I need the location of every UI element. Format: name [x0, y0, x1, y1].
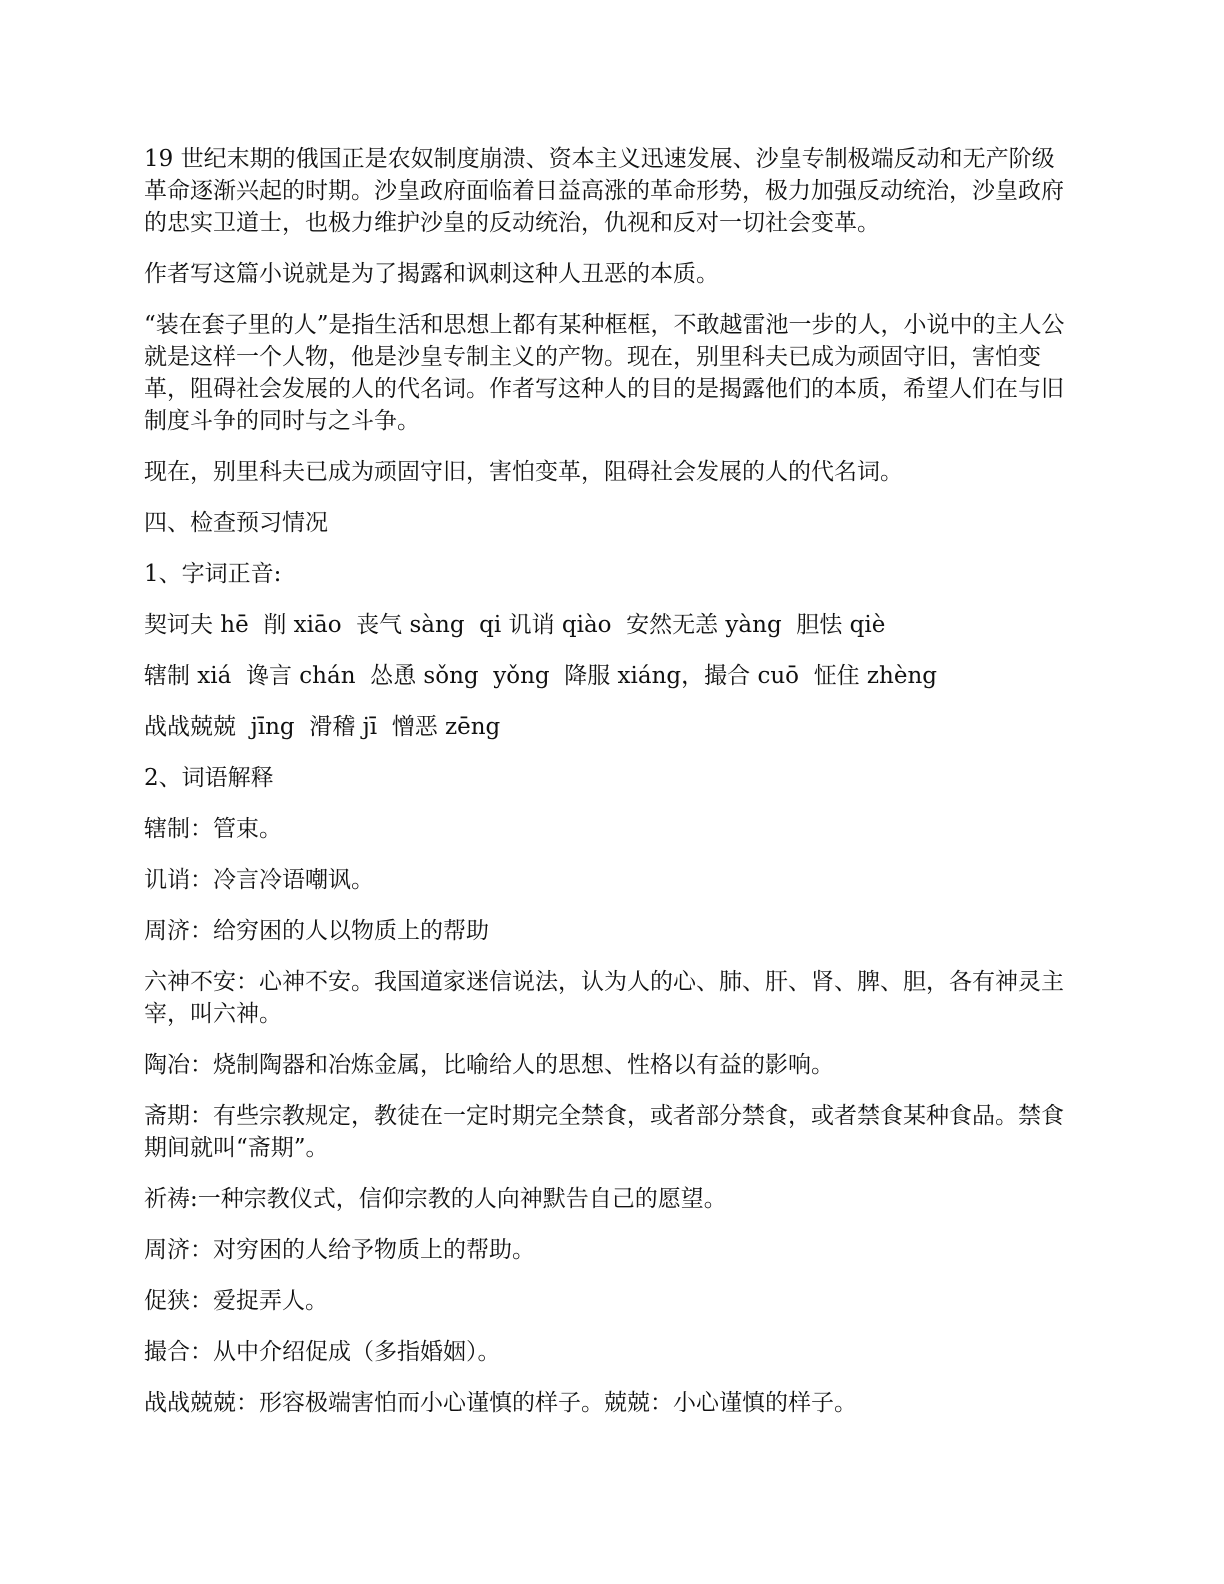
- vocab-entry: 撮合：从中介绍促成（多指婚姻）。: [144, 1339, 501, 1365]
- subheading-pronunciation: 1、字词正音:: [144, 561, 282, 587]
- vocab-entry: 战战兢兢：形容极端害怕而小心谨慎的样子。兢兢：小心谨慎的样子。: [144, 1390, 857, 1416]
- section-heading-preview-check: 四、检查预习情况: [144, 510, 328, 536]
- pronunciation-line-3: 战战兢兢 jīng 滑稽 jī 憎恶 zēng: [144, 714, 501, 740]
- vocab-entry: 陶冶：烧制陶器和冶炼金属，比喻给人的思想、性格以有益的影响。: [144, 1052, 834, 1078]
- subheading-vocabulary: 2、词语解释: [144, 765, 274, 791]
- vocab-entry: 辖制：管束。: [144, 816, 282, 842]
- vocab-entry: 周济：给穷困的人以物质上的帮助: [144, 918, 489, 944]
- paragraph-belikov-meaning: 现在，别里科夫已成为顽固守旧，害怕变革，阻碍社会发展的人的代名词。: [144, 459, 903, 485]
- document-body: [144, 143, 1074, 1438]
- pronunciation-line-1: 契诃夫 hē 削 xiāo 丧气 sàng qi 讥诮 qiào 安然无恙 yàng 胆怯 qiè: [144, 612, 886, 638]
- vocab-entry: 讥诮：冷言冷语嘲讽。: [144, 867, 374, 893]
- vocab-entry: 周济：对穷困的人给予物质上的帮助。: [144, 1237, 535, 1263]
- pronunciation-line-2: 辖制 xiá 谗言 chán 怂恿 sǒng yǒng 降服 xiáng，撮合 cuō 怔住 zhèng: [144, 663, 937, 689]
- vocab-entry: 祈祷:一种宗教仪式，信仰宗教的人向神默告自己的愿望。: [144, 1186, 727, 1212]
- vocab-entry: 斋期：有些宗教规定，教徒在一定时期完全禁食，或者部分禁食，或者禁食某种食品。禁食期间就叫“斋期”。: [144, 1103, 1064, 1161]
- paragraph-historical-background: 19 世纪末期的俄国正是农奴制度崩溃、资本主义迅速发展、沙皇专制极端反动和无产阶级革命逐渐兴起的时期。沙皇政府面临着日益高涨的革命形势，极力加强反动统治，沙皇政府的忠实卫道士，也极力维护沙皇的反动统治，仇视和反对一切社会变革。: [144, 146, 1064, 236]
- paragraph-title-meaning: “装在套子里的人”是指生活和思想上都有某种框框，不敢越雷池一步的人，小说中的主人公就是这样一个人物，他是沙皇专制主义的产物。现在，别里科夫已成为顽固守旧，害怕变革，阻碍社会发展的人的代名词。作者写这种人的目的是揭露他们的本质，希望人们在与旧制度斗争的同时与之斗争。: [144, 312, 1065, 434]
- vocab-entry: 六神不安：心神不安。我国道家迷信说法，认为人的心、肺、肝、肾、脾、胆，各有神灵主宰，叫六神。: [144, 969, 1064, 1027]
- paragraph-author-purpose: 作者写这篇小说就是为了揭露和讽刺这种人丑恶的本质。: [144, 261, 719, 287]
- vocab-entry: 促狭：爱捉弄人。: [144, 1288, 328, 1314]
